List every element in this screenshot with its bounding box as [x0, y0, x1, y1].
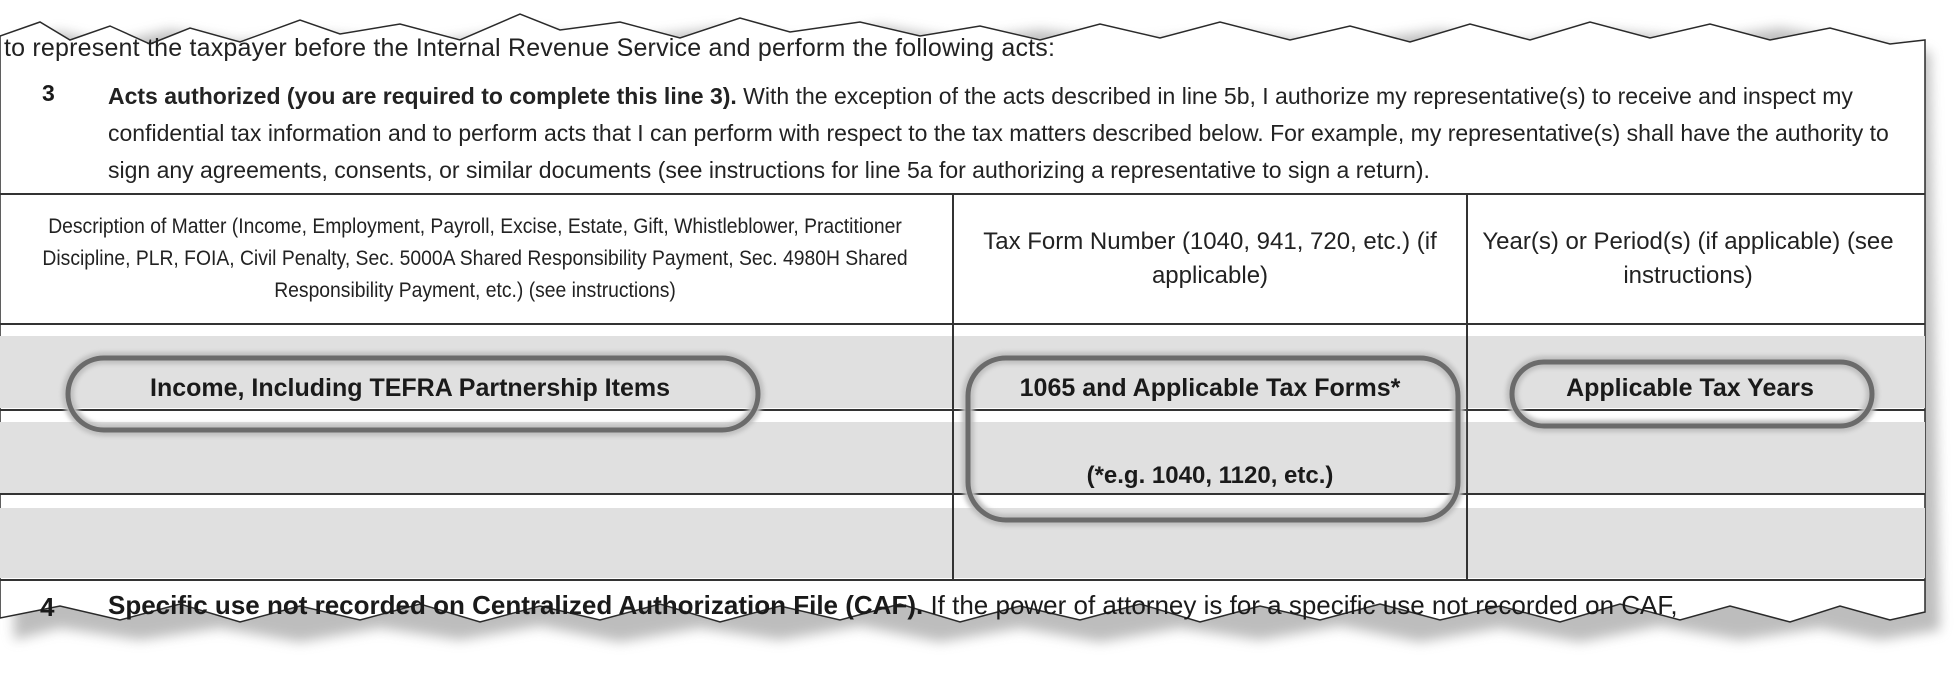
line-3-body: With the exception of the acts described in line 5b, I authorize my representative(s) to receive and inspect my confidential tax information and to perform acts that I can perform with respect to the tax matters described below. For example, my representative(s) shall have the authority to sign any agreements, consents, or similar documents (see instructions for line 5a for authorizing a representative to sign a return). — [108, 83, 1889, 183]
continuation-text: to represent the taxpayer before the Internal Revenue Service and perform the following acts: — [4, 34, 1056, 62]
line-3-heading: Acts authorized (you are required to complete this line 3). — [108, 83, 737, 109]
line-3-number: 3 — [42, 80, 55, 106]
highlight-ring-description — [68, 358, 758, 430]
form-number-note: (*e.g. 1040, 1120, etc.) — [1086, 462, 1334, 489]
highlight-ring-form-number — [968, 358, 1458, 520]
line-4-body: If the power of attorney is for a specific use not recorded on CAF, — [923, 590, 1678, 620]
highlight-ring-years — [1512, 362, 1872, 426]
description-value: Income, Including TEFRA Partnership Items — [150, 374, 670, 402]
line-4-heading: Specific use not recorded on Centralized Authorization File (CAF). — [108, 590, 924, 620]
column-header-description: Description of Matter (Income, Employment, Payroll, Excise, Estate, Gift, Whistleblower, Practitioner Discipline, PLR, FOIA, Civil Penalty, Sec. 5000A Shared Responsibility Payment, Sec. 4980H Shared Responsibility Payment, etc.) (see instructions) — [42, 215, 908, 302]
years-value: Applicable Tax Years — [1566, 374, 1814, 402]
form-number-value: 1065 and Applicable Tax Forms* — [1019, 374, 1401, 402]
line-4-text — [108, 590, 1678, 621]
column-header-years: Year(s) or Period(s) (if applicable) (see instructions) — [1482, 228, 1894, 289]
line-4-number: 4 — [40, 592, 55, 622]
column-header-form-number: Tax Form Number (1040, 941, 720, etc.) (if applicable) — [983, 228, 1437, 289]
